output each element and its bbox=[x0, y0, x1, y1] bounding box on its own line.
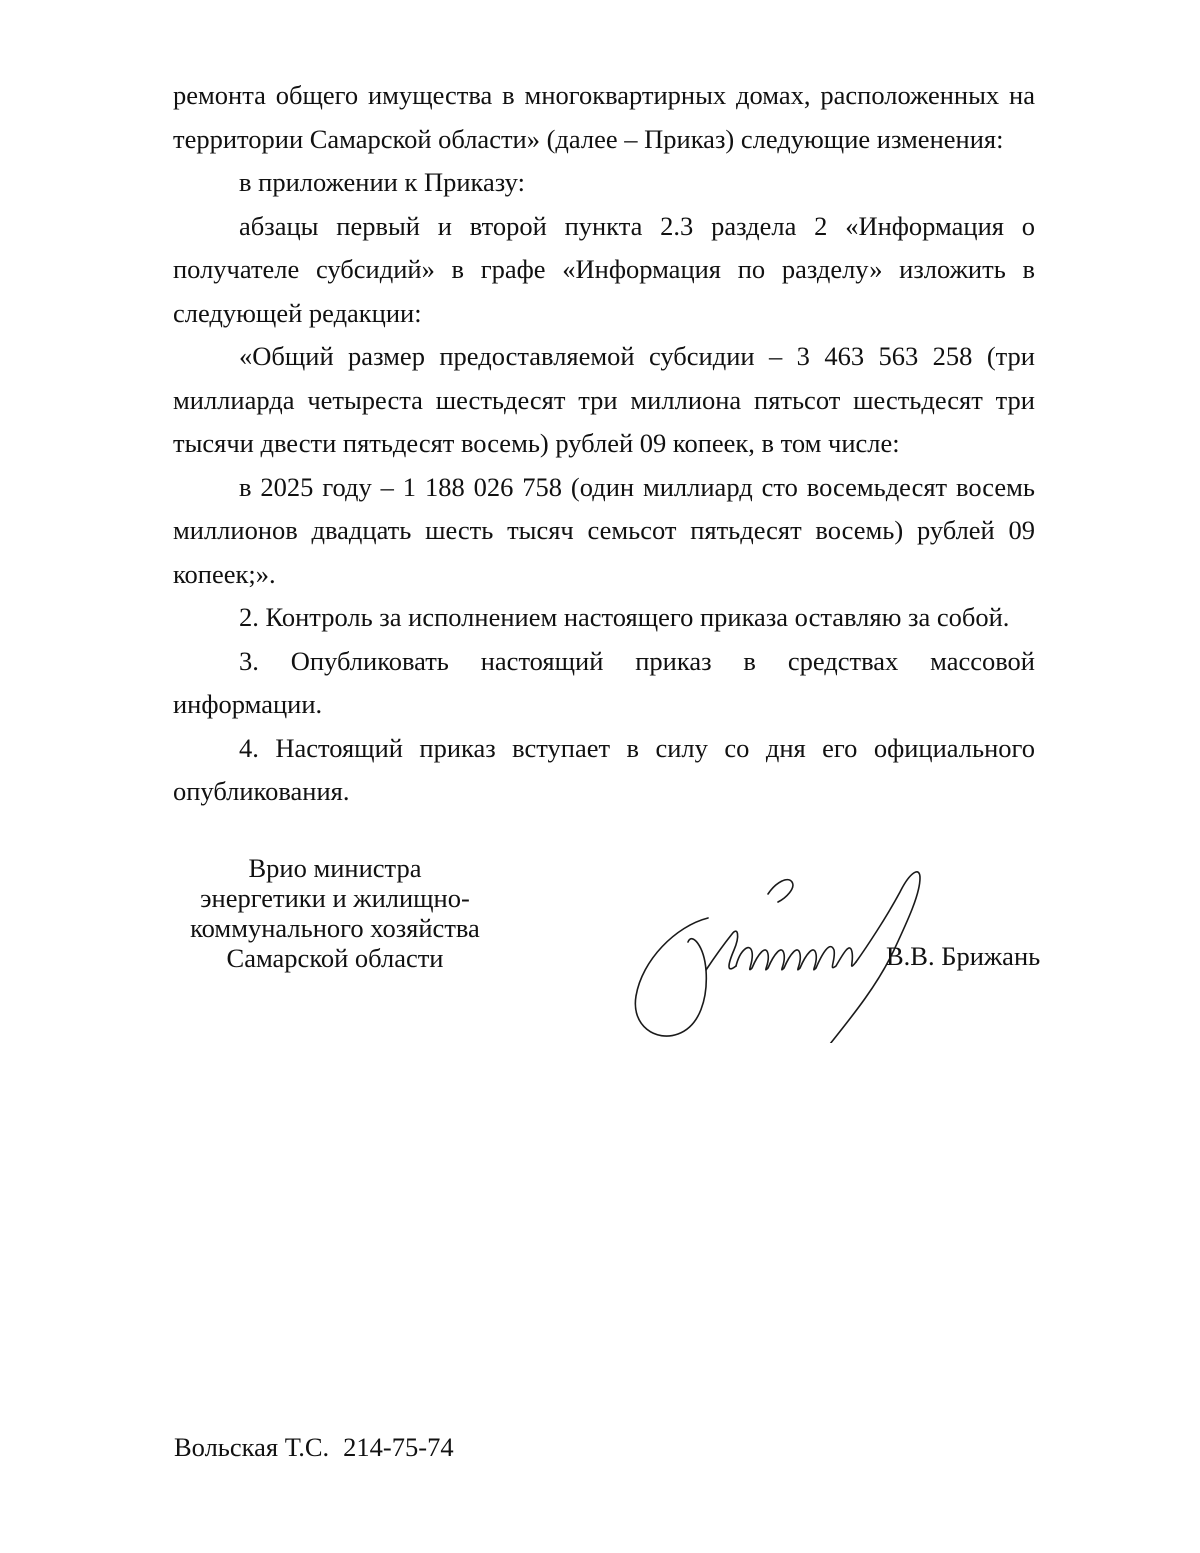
executor-name: Вольская Т.С. bbox=[174, 1432, 330, 1462]
position-line: энергетики и жилищно- bbox=[200, 883, 470, 913]
paragraph-amendment: абзацы первый и второй пункта 2.3 раздела 2 «Информация о получателе субсидий» в графе «Информация по разделу» изложить в следующей редакции: bbox=[173, 210, 1035, 328]
paragraph-item-4: 4. Настоящий приказ вступает в силу со дня его официального опубликования. bbox=[173, 732, 1035, 806]
paragraph-item-3: 3. Опубликовать настоящий приказ в средствах массовой информации. bbox=[173, 645, 1035, 719]
signer-name: В.В. Брижань bbox=[886, 941, 1041, 971]
paragraph-appendix: в приложении к Приказу: bbox=[239, 167, 525, 197]
executor-phone: 214-75-74 bbox=[343, 1432, 454, 1462]
position-line: Самарской области bbox=[226, 943, 444, 973]
paragraph-item-2: 2. Контроль за исполнением настоящего приказа оставляю за собой. bbox=[239, 602, 1010, 632]
paragraph-subsidy-2025: в 2025 году – 1 188 026 758 (один миллиард сто восемьдесят восемь миллионов двадцать шесть тысяч семьсот пятьдесят восемь) рублей 09 копеек;». bbox=[173, 471, 1035, 589]
executor-contact bbox=[174, 1431, 454, 1463]
position-line: коммунального хозяйства bbox=[190, 913, 480, 943]
signatory-position bbox=[160, 853, 510, 973]
paragraph-total-subsidy: «Общий размер предоставляемой субсидии – 3 463 563 258 (три миллиарда четыреста шестьдесят три миллиона пятьсот шестьдесят три тысячи двести пятьдесят восемь) рублей 09 копеек, в том числе: bbox=[173, 341, 1035, 458]
document-body bbox=[173, 74, 1035, 814]
position-line: Врио министра bbox=[248, 853, 422, 883]
paragraph-continuation: ремонта общего имущества в многоквартирных домах, расположенных на территории Самарской области» (далее – Приказ) следующие изменения: bbox=[173, 80, 1035, 154]
